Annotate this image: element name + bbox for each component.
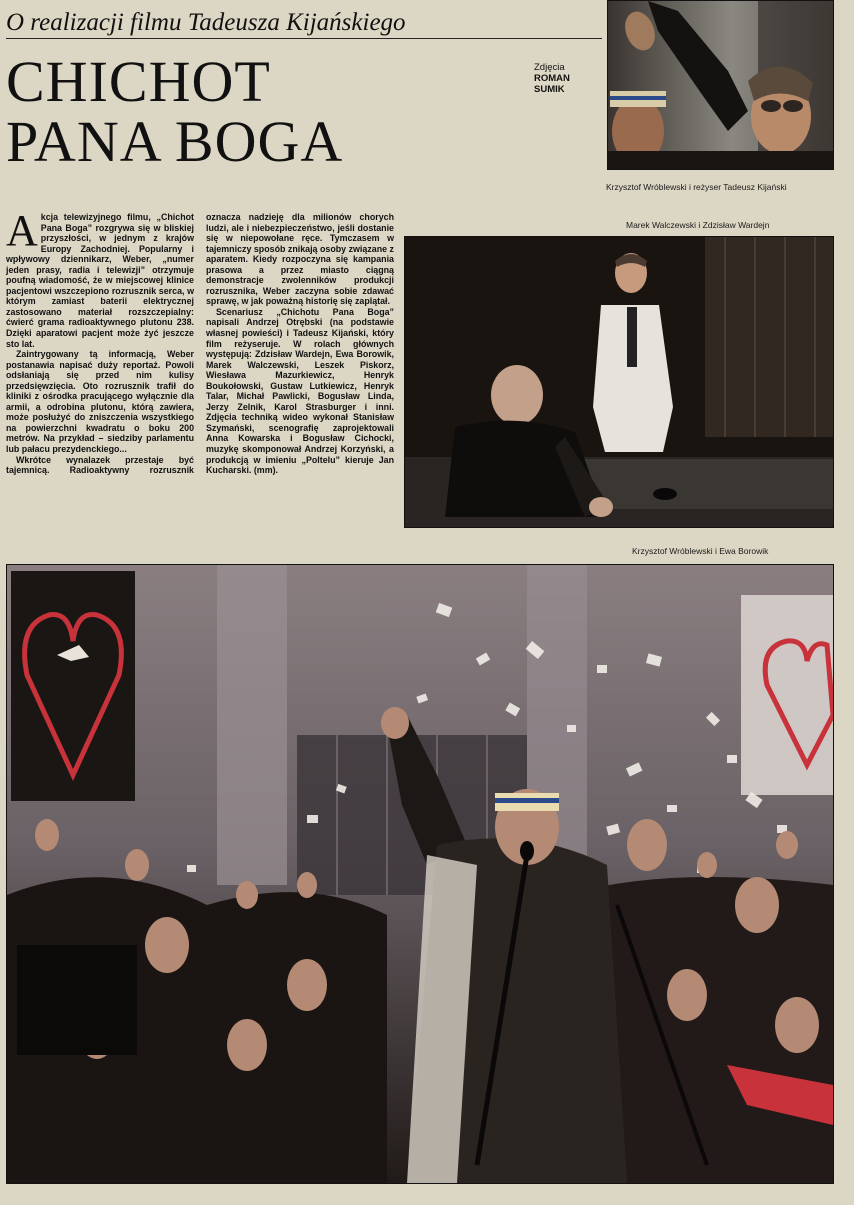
- photo-credit-label: Zdjęcia: [534, 62, 565, 73]
- photo-top-right: [607, 0, 834, 170]
- photo-large-crowd-image: [7, 565, 833, 1183]
- article-paragraph: Wkrótce wynalazek przestaje być tajemnicą. Radioaktywny rozrusznik oznacza nadzieję dla milionów chorych ludzi, ale i niebezpieczeństwo, jeśli dostanie się w niepowołane ręce. Tymczasem w tajemniczy sposób znikają osoby związane z aparatem. Kiedy rozpoczyna się kampania prasowa a przez miasto ciągną demonstracje zwolenników produkcji rozrusznika, Weber zaczyna sobie zdawać sprawę, w jak poważną historię się zaplątał.: [6, 212, 394, 476]
- headline-line-2: PANA BOGA: [6, 109, 344, 174]
- photo-middle-image: [405, 237, 833, 527]
- headline-line-1: CHICHOT: [6, 49, 271, 114]
- photo-credit-name-1: ROMAN: [534, 73, 570, 84]
- caption-middle-photo-bottom: Krzysztof Wróblewski i Ewa Borowik: [632, 546, 769, 556]
- article-body: [6, 206, 394, 550]
- caption-top-photo: Krzysztof Wróblewski i reżyser Tadeusz Kijański: [606, 182, 787, 192]
- article-paragraph: Scenariusz „Chichotu Pana Boga” napisali Andrzej Otrębski (na podstawie własnej powieści) i Tadeusz Kijański, który film reżyseruje. W rolach głównych występują: Zdzisław Wardejn, Ewa Borowik, Marek Walczewski, Leszek Piskorz, Wiesława Mazurkiewicz, Henryk Boukołowski, Gustaw Lutkiewicz, Henryk Talar, Michał Pawlicki, Bogusław Linda, Jerzy Zelnik, Karol Strasburger i inni. Zdjęcia techniką wideo wykonał Stanisław Szymański, scenografię zaprojektowali Anna Kowarska i Bogusław Cichocki, muzykę skomponował Andrzej Korzyński, a produkcją w imieniu „Poltelu” kieruje Jan Kucharski. (mm).: [206, 306, 394, 476]
- article-paragraph-text: kcja telewizyjnego filmu, „Chichot Pana Boga” rozgrywa się w bliskiej przyszłości, w jednym z krajów Europy Zachodniej. Popularny i wpływowy dziennikarz, Weber, „numer jeden prasy, radia i telewizji” otrzymuje poufną wiadomość, że w miejscowej klinice pacjentowi wszczepiono rozrusznik serca, w którym zamiast baterii elektrycznej zastosowano materiał rozszczepialny: ćwierć grama radioaktywnego plutonu 238. Dzięki aparatowi pacjent może żyć jeszcze sto lat.: [6, 212, 194, 349]
- article-paragraph: Zaintrygowany tą informacją, Weber postanawia napisać duży reportaż. Powoli odsłaniają się przed nim kulisy przedsięwzięcia. Oto rozrusznik trafił do kliniki z ośrodka pracującego wyłącznie dla armii, a odrobina plutonu, którą zawiera, może posłużyć do zniszczenia wszystkiego na powierzchni kwadratu o boku 200 metrów. Na przykład – siedziby parlamentu lub pałacu prezydenckiego...: [6, 349, 194, 455]
- headline: [6, 49, 506, 174]
- photo-top-right-image: [608, 1, 833, 169]
- photo-large-crowd: [6, 564, 834, 1184]
- caption-middle-photo-top: Marek Walczewski i Zdzisław Wardejn: [626, 220, 770, 230]
- drop-cap: A: [6, 206, 38, 255]
- kicker: O realizacji filmu Tadeusza Kijańskiego: [6, 8, 602, 39]
- photo-credit-name-2: SUMIK: [534, 84, 565, 95]
- photo-credit: [534, 62, 600, 95]
- article-paragraph: [6, 206, 194, 349]
- photo-middle: [404, 236, 834, 528]
